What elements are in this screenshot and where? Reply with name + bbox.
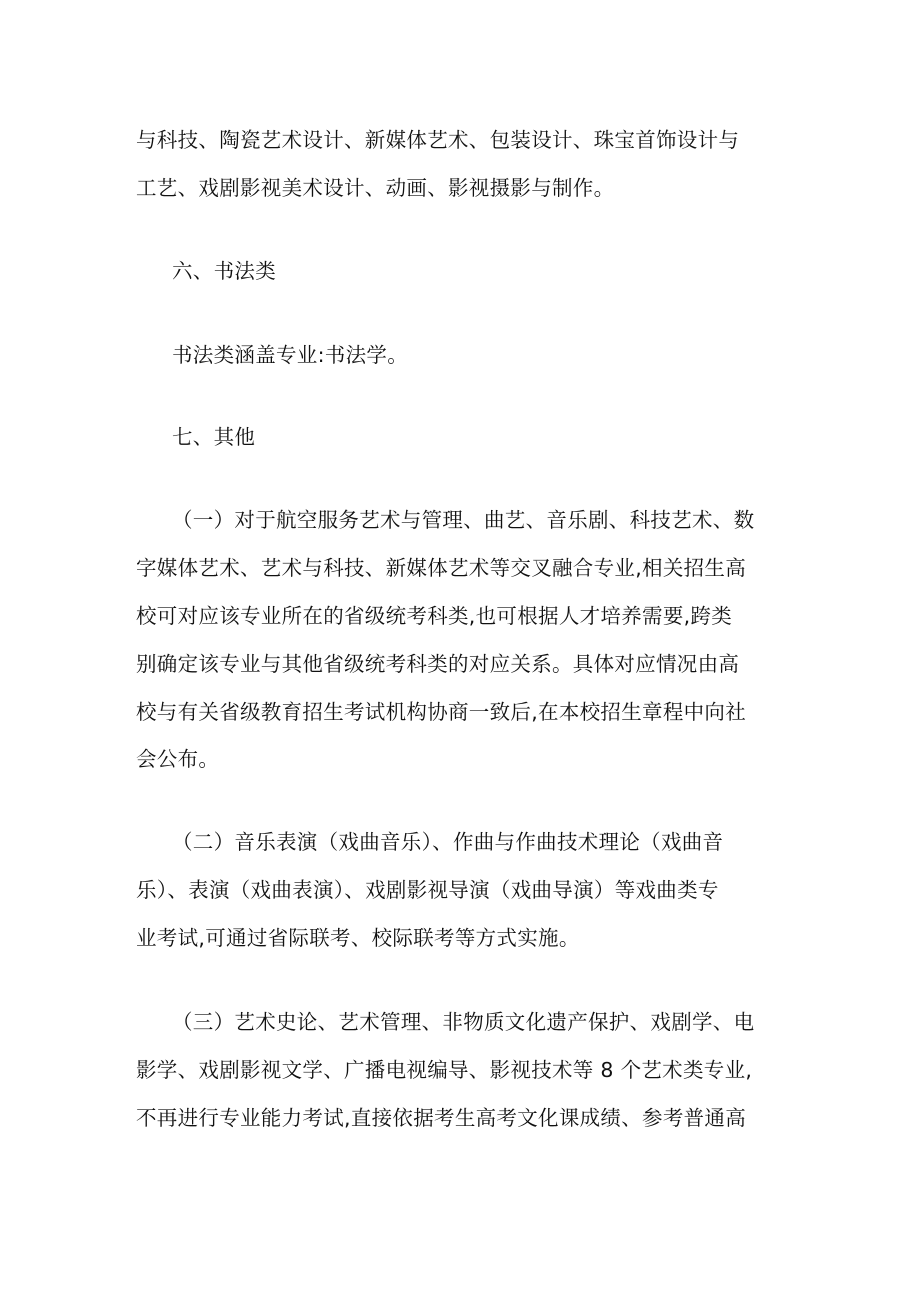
- paragraph-line: 会公布。: [136, 747, 220, 771]
- paragraph-line: （二）音乐表演（戏曲音乐）、作曲与作曲技术理论（戏曲音: [172, 830, 724, 854]
- paragraph-line: 乐）、表演（戏曲表演）、戏剧影视导演（戏曲导演）等戏曲类专: [136, 878, 719, 902]
- section-heading-other: 七、其他: [172, 425, 256, 449]
- paragraph-line: 影学、戏剧影视文学、广播电视编导、影视技术等 8 个艺术类专业,: [136, 1058, 753, 1082]
- paragraph-line: 与科技、陶瓷艺术设计、新媒体艺术、包装设计、珠宝首饰设计与: [136, 128, 740, 152]
- paragraph-line: 书法类涵盖专业:书法学。: [172, 343, 409, 367]
- section-heading-calligraphy: 六、书法类: [172, 259, 276, 283]
- paragraph-line: 校与有关省级教育招生考试机构协商一致后,在本校招生章程中向社: [136, 700, 747, 724]
- paragraph-line: 不再进行专业能力考试,直接依据考生高考文化课成绩、参考普通高: [136, 1106, 747, 1130]
- paragraph-line: （三）艺术史论、艺术管理、非物质文化遗产保护、戏剧学、电: [172, 1010, 755, 1034]
- paragraph-line: 校可对应该专业所在的省级统考科类,也可根据人才培养需要,跨类: [136, 604, 733, 628]
- paragraph-line: 工艺、戏剧影视美术设计、动画、影视摄影与制作。: [136, 176, 615, 200]
- paragraph-line: 业考试,可通过省际联考、校际联考等方式实施。: [136, 926, 580, 950]
- paragraph-line: 别确定该专业与其他省级统考科类的对应关系。具体对应情况由高: [136, 652, 740, 676]
- paragraph-line: （一）对于航空服务艺术与管理、曲艺、音乐剧、科技艺术、数: [172, 508, 755, 532]
- paragraph-line: 字媒体艺术、艺术与科技、新媒体艺术等交叉融合专业,相关招生高: [136, 556, 747, 580]
